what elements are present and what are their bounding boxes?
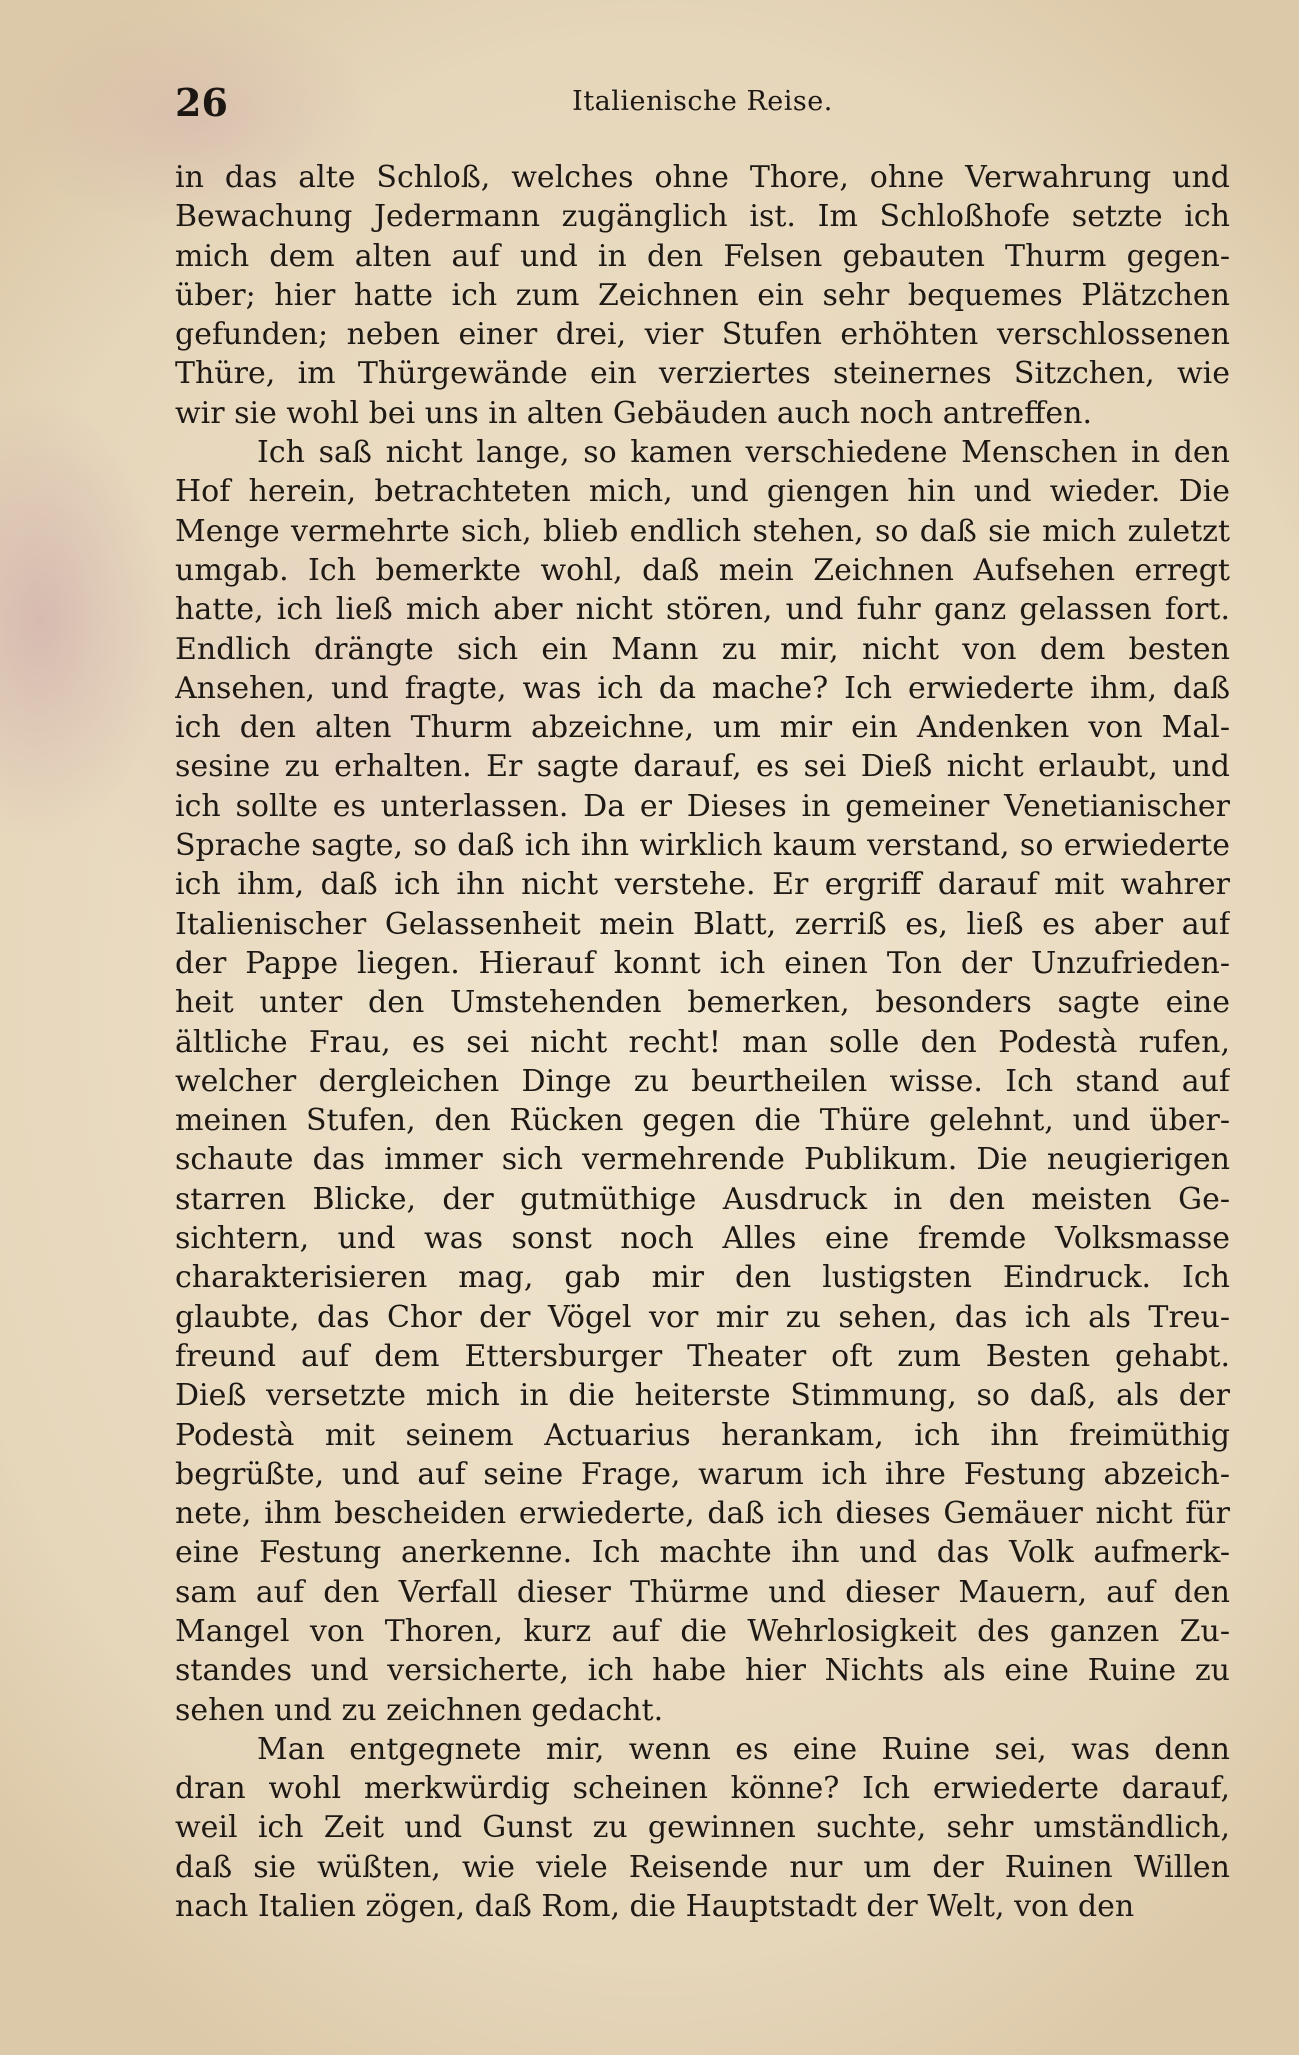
text-line: Mangel von Thoren, kurz auf die Wehrlosigkeit des ganzen Zu- [175,1613,1230,1649]
text-line: ich den alten Thurm abzeichne, um mir ein Andenken von Mal- [175,710,1230,746]
text-line: welcher dergleichen Dinge zu beurtheilen wisse. Ich stand auf [175,1063,1230,1099]
text-line: Podestà mit seinem Actuarius herankam, ich ihn freimüthig [175,1417,1230,1453]
running-head: Italienische Reise. [572,86,833,117]
text-line: mich dem alten auf und in den Felsen gebauten Thurm gegen- [175,238,1230,274]
text-line: standes und versicherte, ich habe hier Nichts als eine Ruine zu [175,1653,1230,1689]
text-line: Italienischer Gelassenheit mein Blatt, zerriß es, ließ es aber auf [175,906,1230,942]
text-line: Ansehen, und fragte, was ich da mache? Ich erwiederte ihm, daß [175,670,1230,706]
text-line: in das alte Schloß, welches ohne Thore, ohne Verwahrung und [175,160,1230,195]
text-line: Endlich drängte sich ein Mann zu mir, nicht von dem besten [175,631,1230,667]
text-line: Hof herein, betrachteten mich, und giengen hin und wieder. Die [175,474,1230,510]
text-line: ich sollte es unterlassen. Da er Dieses in gemeiner Venetianischer [175,788,1230,824]
text-line: Sprache sagte, so daß ich ihn wirklich kaum verstand, so erwiederte [175,828,1230,864]
text-line: umgab. Ich bemerkte wohl, daß mein Zeichnen Aufsehen erregt [175,552,1230,588]
text-line: sichtern, und was sonst noch Alles eine fremde Volksmasse [175,1221,1230,1257]
text-line: daß sie wüßten, wie viele Reisende nur um der Ruinen Willen [175,1849,1230,1885]
text-line: gefunden; neben einer drei, vier Stufen erhöhten verschlossenen [175,317,1230,353]
text-line: Dieß versetzte mich in die heiterste Stimmung, so daß, als der [175,1378,1230,1414]
text-line: sam auf den Verfall dieser Thürme und dieser Mauern, auf den [175,1574,1230,1610]
text-line: starren Blicke, der gutmüthige Ausdruck in den meisten Ge- [175,1181,1230,1217]
page-number: 26 [175,80,228,125]
text-line: über; hier hatte ich zum Zeichnen ein sehr bequemes Plätzchen [175,277,1230,313]
text-line: freund auf dem Ettersburger Theater oft zum Besten gehabt. [175,1338,1230,1374]
text-line: Thüre, im Thürgewände ein verziertes steinernes Sitzchen, wie [175,356,1230,392]
text-line: ältliche Frau, es sei nicht recht! man solle den Podestà rufen, [175,1024,1230,1060]
text-line: hatte, ich ließ mich aber nicht stören, und fuhr ganz gelassen fort. [175,592,1230,628]
text-line: glaubte, das Chor der Vögel vor mir zu sehen, das ich als Treu- [175,1299,1230,1335]
text-line: weil ich Zeit und Gunst zu gewinnen suchte, sehr umständlich, [175,1810,1230,1846]
text-line: charakterisieren mag, gab mir den lustigsten Eindruck. Ich [175,1260,1230,1296]
text-line: ich ihm, daß ich ihn nicht verstehe. Er ergriff darauf mit wahrer [175,867,1230,903]
text-line: dran wohl merkwürdig scheinen könne? Ich erwiederte darauf, [175,1771,1230,1807]
text-line: Bewachung Jedermann zugänglich ist. Im Schloßhofe setzte ich [175,199,1230,235]
text-line: heit unter den Umstehenden bemerken, besonders sagte eine [175,985,1230,1021]
text-line: nete, ihm bescheiden erwiederte, daß ich dieses Gemäuer nicht für [175,1496,1230,1532]
text-line: sesine zu erhalten. Er sagte darauf, es sei Dieß nicht erlaubt, und [175,749,1230,785]
text-line: der Pappe liegen. Hierauf konnt ich einen Ton der Unzufrieden- [175,945,1230,981]
text-line: schaute das immer sich vermehrende Publikum. Die neugierigen [175,1142,1230,1178]
page-header [175,80,1230,124]
text-line: sehen und zu zeichnen gedacht. [175,1692,664,1728]
text-line: Ich saß nicht lange, so kamen verschiedene Menschen in den [257,435,1230,471]
text-line: wir sie wohl bei uns in alten Gebäuden auch noch antreffen. [175,395,1093,431]
text-line: meinen Stufen, den Rücken gegen die Thüre gelehnt, und über- [175,1103,1230,1139]
text-line: Menge vermehrte sich, blieb endlich stehen, so daß sie mich zuletzt [175,513,1230,549]
text-line: begrüßte, und auf seine Frage, warum ich ihre Festung abzeich- [175,1456,1230,1492]
text-line: Man entgegnete mir, wenn es eine Ruine sei, was denn [257,1731,1230,1767]
text-line: eine Festung anerkenne. Ich machte ihn und das Volk aufmerk- [175,1535,1230,1571]
body-text [175,158,1230,1926]
text-line: nach Italien zögen, daß Rom, die Hauptstadt der Welt, von den [175,1889,1135,1925]
